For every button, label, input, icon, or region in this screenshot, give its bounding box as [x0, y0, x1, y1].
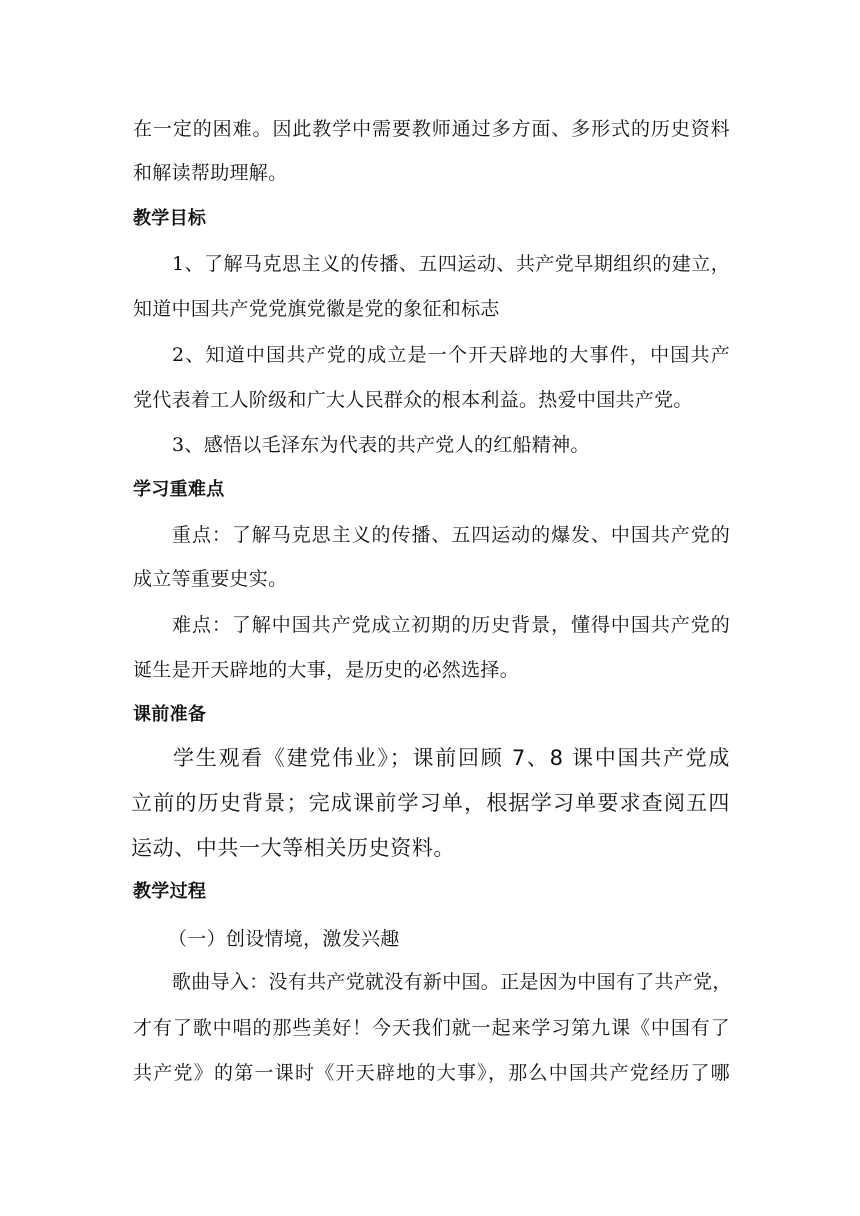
focus-line-1: 重点：了解马克思主义的传播、五四运动的爆发、中国共产党的 [172, 524, 730, 546]
goal-1-line-2: 知道中国共产党党旗党徽是党的象征和标志 [133, 298, 500, 320]
heading-preparation: 课前准备 [133, 704, 207, 725]
heading-key-points: 学习重难点 [133, 479, 225, 500]
intro-line-2: 和解读帮助理解。 [133, 162, 288, 184]
focus-line-2: 成立等重要史实。 [133, 568, 288, 590]
goal-3: 3、感悟以毛泽东为代表的共产党人的红船精神。 [172, 434, 590, 456]
difficulty-line-2: 诞生是开天辟地的大事，是历史的必然选择。 [133, 659, 520, 681]
heading-teaching-goals: 教学目标 [133, 208, 207, 229]
preparation-line-1: 学生观看《建党伟业》；课前回顾 7、8 课中国共产党成 [173, 746, 730, 770]
process-para-line-2: 才有了歌中唱的那些美好！今天我们就一起来学习第九课《中国有了 [133, 1017, 730, 1039]
intro-line-1: 在一定的困难。因此教学中需要教师通过多方面、多形式的历史资料 [133, 118, 730, 140]
difficulty-line-1: 难点：了解中国共产党成立初期的历史背景，懂得中国共产党的 [172, 614, 730, 636]
section-1-title: （一）创设情境，激发兴趣 [168, 928, 400, 950]
preparation-line-3: 运动、中共一大等相关历史资料。 [131, 836, 455, 860]
process-para-line-1: 歌曲导入：没有共产党就没有新中国。正是因为中国有了共产党， [172, 971, 732, 993]
goal-2-line-2: 党代表着工人阶级和广大人民群众的根本利益。热爱中国共产党。 [133, 389, 693, 411]
preparation-line-2: 立前的历史背景；完成课前学习单，根据学习单要求查阅五四 [131, 791, 730, 815]
process-para-line-3: 共产党》的第一课时《开天辟地的大事》，那么中国共产党经历了哪 [133, 1062, 730, 1084]
goal-2-line-1: 2、知道中国共产党的成立是一个开天辟地的大事件，中国共产 [172, 344, 730, 366]
heading-teaching-process: 教学过程 [133, 881, 207, 902]
goal-1-line-1: 1、了解马克思主义的传播、五四运动、共产党早期组织的建立， [172, 253, 730, 275]
